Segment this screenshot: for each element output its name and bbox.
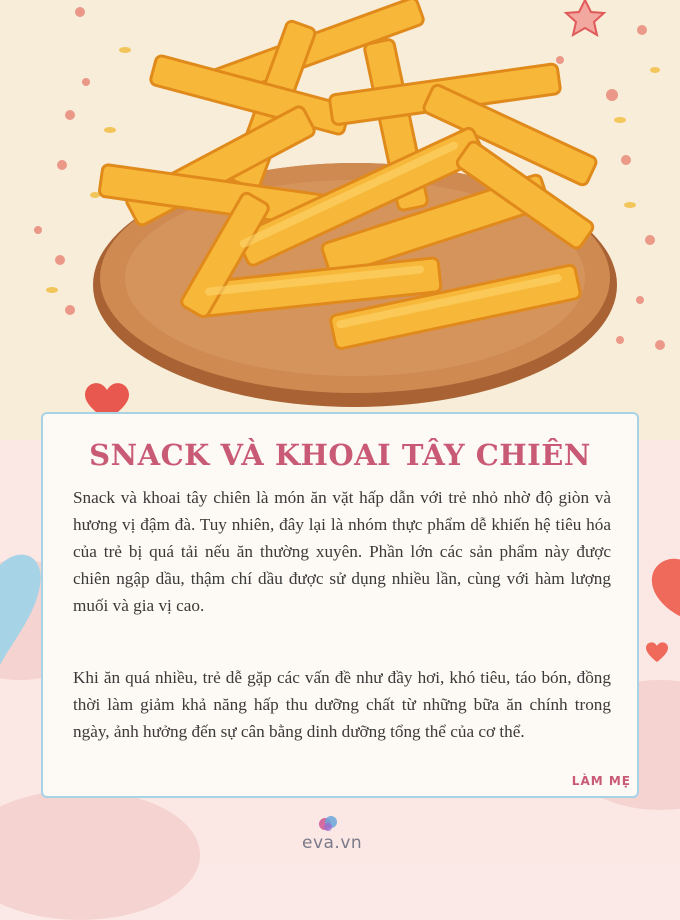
star-icon bbox=[566, 0, 604, 35]
source-label: LÀM MẸ bbox=[571, 774, 631, 788]
eva-logo-icon bbox=[318, 815, 338, 833]
paragraph-2: Khi ăn quá nhiều, trẻ dễ gặp các vấn đề như đầy hơi, khó tiêu, táo bón, đồng thời làm giảm khả năng hấp thu dưỡng chất từ những bữa ăn chính trong ngày, ảnh hưởng đến sự cân bằng dinh dưỡng tổng thể của cơ thể. bbox=[73, 668, 611, 741]
heart-icon bbox=[642, 555, 680, 625]
card-title: SNACK VÀ KHOAI TÂY CHIÊN bbox=[89, 438, 591, 472]
paragraph-1: Snack và khoai tây chiên là món ăn vặt hấp dẫn với trẻ nhỏ nhờ độ giòn và hương vị đậm đà. Tuy nhiên, đây lại là nhóm thực phẩm dễ khiến hệ tiêu hóa của trẻ bị quá tải nếu ăn thường xuyên. Phần lớn các sản phẩm này được chiên ngập dầu, thậm chí dầu được sử dụng nhiều lần, cùng với hàm lượng muối và gia vị cao. bbox=[73, 488, 611, 615]
heart-icon bbox=[644, 640, 670, 664]
eva-logo bbox=[300, 815, 380, 855]
logo-text: eva.vn bbox=[302, 833, 363, 853]
info-card bbox=[41, 412, 639, 798]
